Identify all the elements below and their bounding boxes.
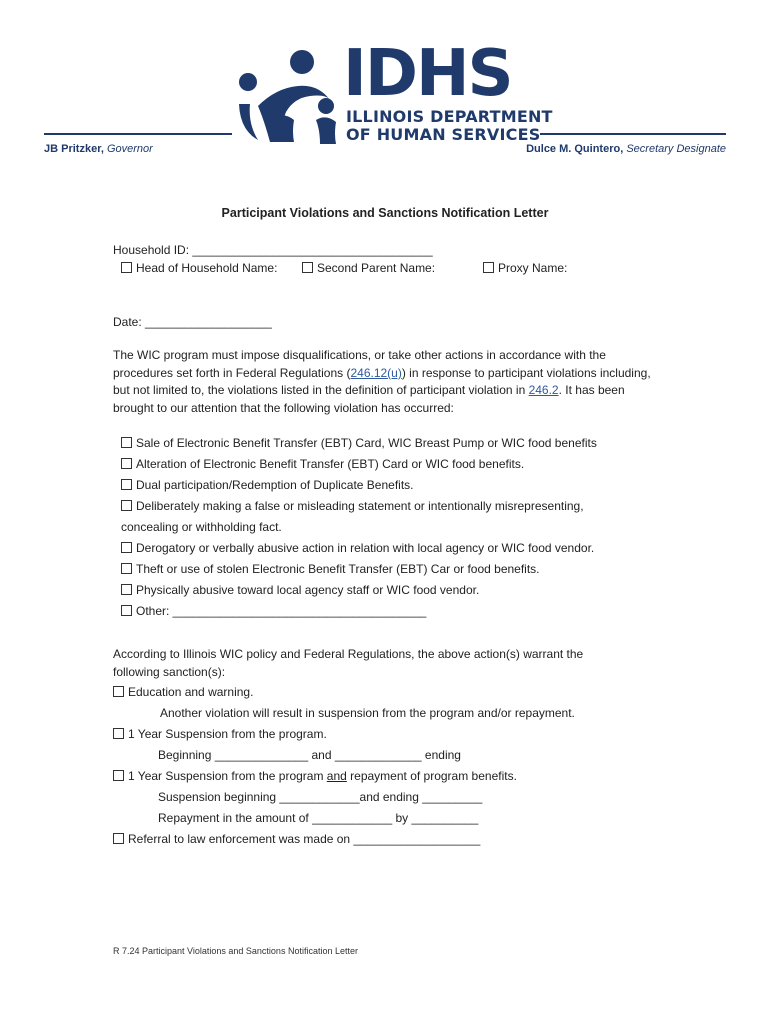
checkbox-icon[interactable] [113, 728, 124, 739]
regulation-link-246-12u[interactable]: 246.12(u) [350, 365, 402, 380]
sanction-education-note: Another violation will result in suspension from the program and/or repayment. [160, 706, 575, 720]
governor-role: Governor [103, 143, 153, 155]
violation-item[interactable] [121, 435, 597, 451]
violation-item[interactable] [121, 456, 524, 472]
secretary-role: Secretary Designate [623, 143, 726, 155]
header-rule-left [44, 133, 232, 135]
sanction-suspension-repayment-label: 1 Year Suspension from the program [128, 769, 327, 783]
sanction-suspension-repayment-label-end: repayment of program benefits. [346, 769, 517, 783]
violation-item[interactable] [121, 540, 594, 556]
checkbox-icon[interactable] [113, 833, 124, 844]
underlined-and: and [326, 769, 347, 783]
violation-item[interactable] [121, 582, 479, 598]
sanction-referral-label: Referral to law enforcement was made on ___________________ [128, 832, 481, 846]
checkbox-icon[interactable] [302, 262, 313, 273]
intro-text-1: The WIC program must impose disqualifications, or take other actions in accordance with the procedures set forth in Federal Regulations ( [113, 348, 606, 380]
sanction-suspension-label: 1 Year Suspension from the program. [128, 727, 327, 741]
sanction-suspension-option[interactable] [113, 726, 327, 742]
checkbox-icon[interactable] [121, 437, 132, 448]
sanction-education-option[interactable] [113, 684, 253, 700]
violation-item[interactable] [121, 561, 540, 577]
checkbox-icon[interactable] [121, 458, 132, 469]
checkbox-icon[interactable] [121, 479, 132, 490]
document-footer: R 7.24 Participant Violations and Sanctions Notification Letter [113, 946, 358, 956]
intro-paragraph [113, 347, 653, 417]
sanction-education-label: Education and warning. [128, 685, 254, 699]
repayment-amount-field[interactable]: Repayment in the amount of ____________ by __________ [158, 811, 479, 825]
sanction-referral-option[interactable] [113, 831, 480, 847]
head-of-household-option[interactable] [121, 260, 277, 276]
checkbox-icon[interactable] [113, 770, 124, 781]
date-field[interactable]: Date: ___________________ [113, 315, 272, 329]
checkbox-icon[interactable] [121, 584, 132, 595]
idhs-family-logo-icon [236, 48, 341, 148]
header-rule-right [540, 133, 726, 135]
document-title: Participant Violations and Sanctions Notification Letter [221, 206, 549, 220]
department-name-line1: ILLINOIS DEPARTMENT [346, 107, 553, 126]
intro-text-3: . It has been brought to our attention that the following violation has occurred: [113, 383, 625, 415]
proxy-label: Proxy Name: [498, 261, 568, 275]
violation-item-continuation: concealing or withholding fact. [121, 520, 282, 534]
violation-item[interactable] [121, 477, 414, 493]
suspension-repayment-dates-field[interactable]: Suspension beginning ____________and ending _________ [158, 790, 483, 804]
violation-label: Sale of Electronic Benefit Transfer (EBT) Card, WIC Breast Pump or WIC food benefits [136, 436, 597, 450]
violation-label: Dual participation/Redemption of Duplicate Benefits. [136, 478, 414, 492]
household-id-field[interactable]: Household ID: ____________________________________ [113, 243, 433, 257]
violation-label: Derogatory or verbally abusive action in relation with local agency or WIC food vendor. [136, 541, 595, 555]
violation-label: Alteration of Electronic Benefit Transfer (EBT) Card or WIC food benefits. [136, 457, 525, 471]
governor-name: JB Pritzker, [44, 143, 104, 155]
checkbox-icon[interactable] [121, 262, 132, 273]
checkbox-icon[interactable] [483, 262, 494, 273]
checkbox-icon[interactable] [121, 500, 132, 511]
proxy-option[interactable] [483, 260, 567, 276]
violation-item[interactable] [121, 498, 584, 514]
checkbox-icon[interactable] [121, 542, 132, 553]
governor-credit [44, 143, 153, 155]
suspension-dates-field[interactable]: Beginning ______________ and _____________ ending [158, 748, 461, 762]
intro-text-2: ) in response to participant violations including, but not limited to, the violations listed in the definition of participant violation in [113, 365, 651, 397]
regulation-link-246-2[interactable]: 246.2 [528, 383, 559, 397]
violation-label: Deliberately making a false or misleading statement or intentionally misrepresenting, [136, 499, 584, 513]
checkbox-icon[interactable] [121, 605, 132, 616]
violation-item-other[interactable] [121, 603, 426, 619]
violation-label: Physically abusive toward local agency staff or WIC food vendor. [136, 583, 480, 597]
second-parent-option[interactable] [302, 260, 435, 276]
head-of-household-label: Head of Household Name: [136, 261, 278, 275]
secretary-name: Dulce M. Quintero, [526, 143, 624, 155]
violation-label: Theft or use of stolen Electronic Benefit Transfer (EBT) Car or food benefits. [136, 562, 540, 576]
second-parent-label: Second Parent Name: [317, 261, 436, 275]
sanction-suspension-repayment-option[interactable] [113, 768, 517, 784]
checkbox-icon[interactable] [121, 563, 132, 574]
sanctions-intro: According to Illinois WIC policy and Federal Regulations, the above action(s) warrant the following sanction(s): [113, 647, 584, 679]
violation-label: Other: ______________________________________ [136, 604, 427, 618]
checkbox-icon[interactable] [113, 686, 124, 697]
idhs-wordmark: IDHS [343, 37, 512, 111]
letterhead [0, 0, 770, 170]
secretary-credit [526, 143, 726, 155]
department-name-line2: OF HUMAN SERVICES [346, 125, 541, 144]
